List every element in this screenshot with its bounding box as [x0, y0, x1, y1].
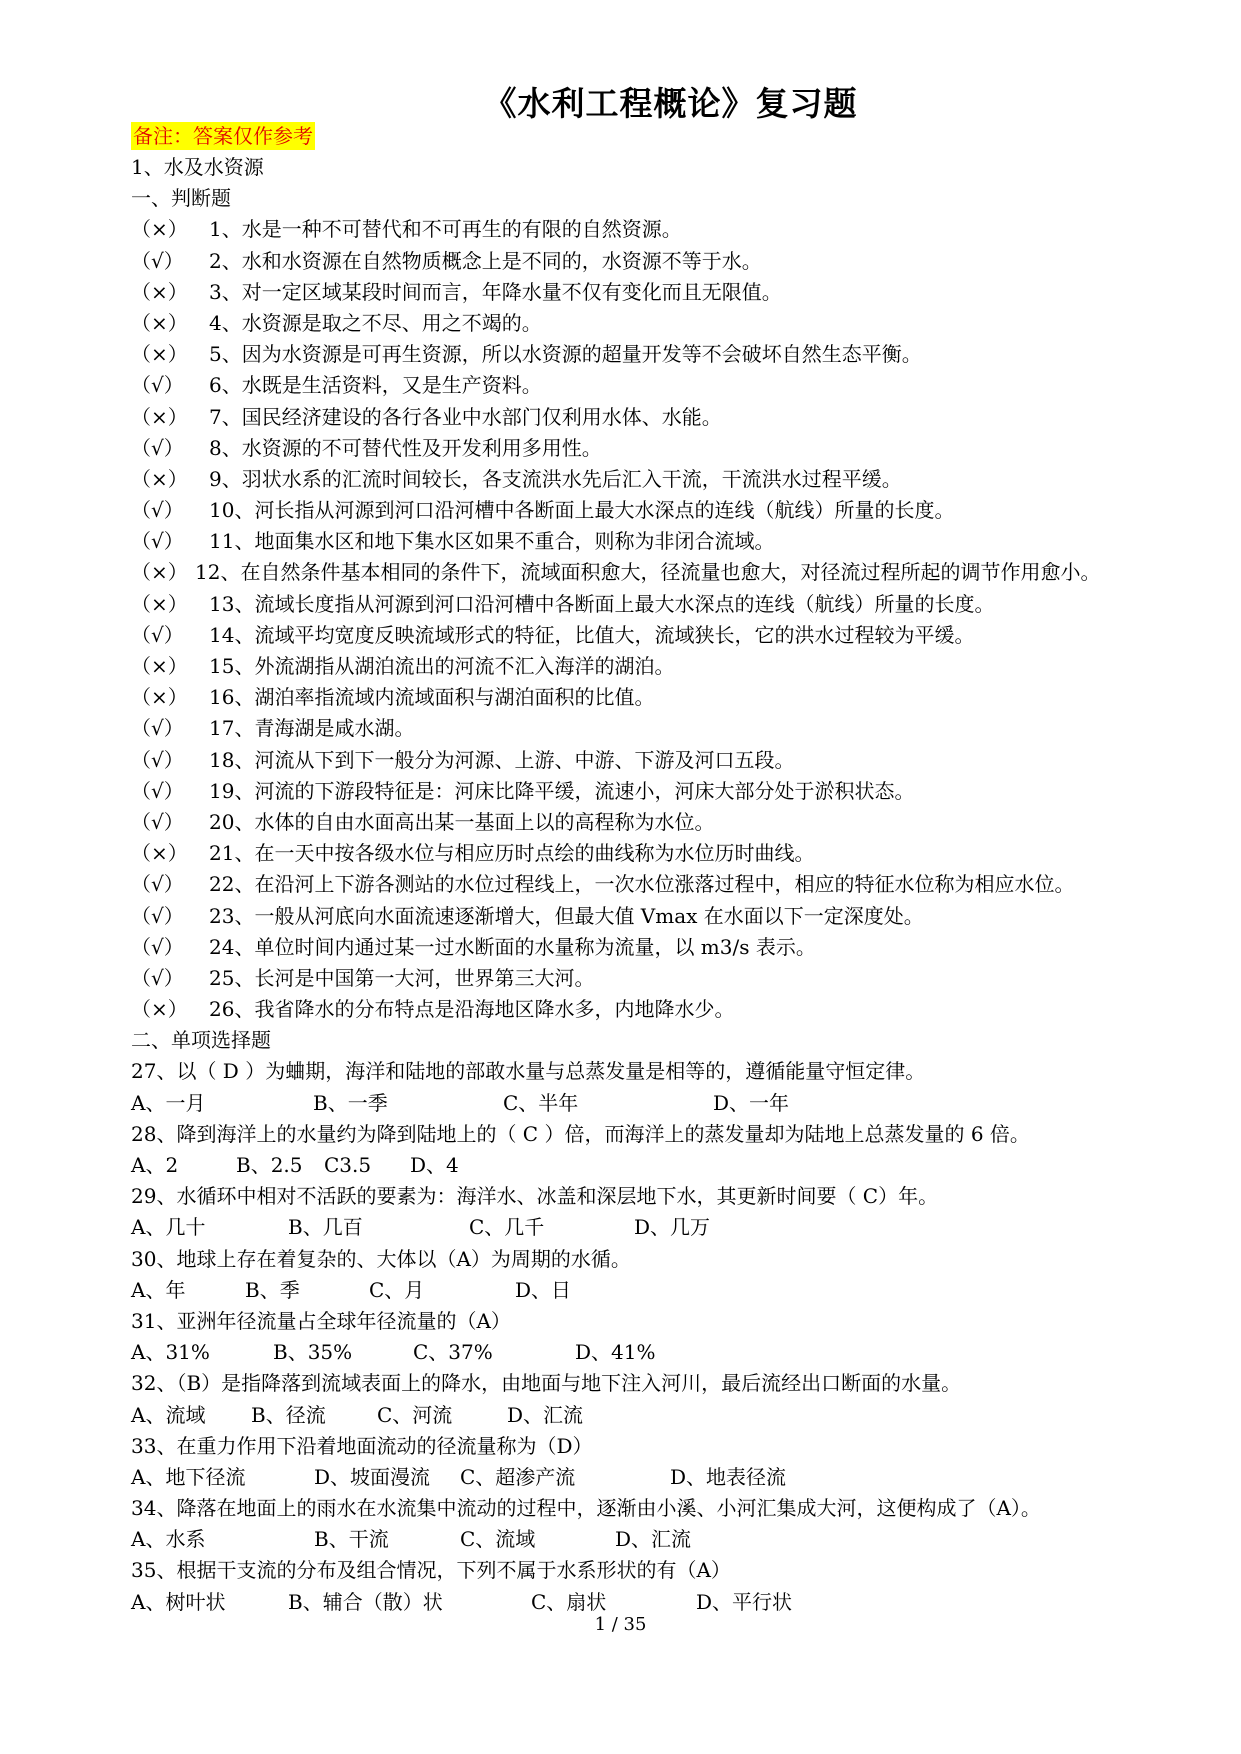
option: B、径流 [251, 1402, 326, 1427]
option: A、水系 [131, 1527, 206, 1552]
question-stem: 34、降落在地面上的雨水在水流集中流动的过程中，逐渐由小溪、小河汇集成大河，这便构成了（A）。 [131, 1496, 1041, 1521]
answer-mark: （×） [131, 841, 188, 866]
answer-mark: （√） [131, 903, 184, 928]
option: B、季 [245, 1277, 300, 1302]
option-row [131, 1150, 1211, 1181]
judgment-text: 9、羽状水系的汇流时间较长，各支流洪水先后汇入干流，干流洪水过程平缓。 [209, 466, 902, 491]
judgment-text: 17、青海湖是咸水湖。 [209, 716, 415, 741]
option: D、汇流 [507, 1402, 584, 1427]
judgment-item [131, 277, 1211, 308]
question-stem: 27、以（ D ）为蛐期，海洋和陆地的部敢水量与总蒸发量是相等的，遵循能量守恒定律。 [131, 1059, 926, 1084]
option: D、4 [410, 1153, 459, 1177]
judgment-item [131, 776, 1211, 807]
judgment-text: 26、我省降水的分布特点是沿海地区降水多，内地降水少。 [209, 997, 735, 1022]
option: D、41% [575, 1340, 656, 1365]
judgment-text: 25、长河是中国第一大河，世界第三大河。 [209, 965, 595, 990]
option: C、扇状 [531, 1589, 607, 1614]
question-stem: 30、地球上存在着复杂的、大体以（A）为周期的水循。 [131, 1246, 631, 1271]
option: C、河流 [377, 1402, 453, 1427]
option: D、平行状 [696, 1589, 793, 1614]
option: C、半年 [503, 1090, 579, 1115]
section-heading: 1、水及水资源 [131, 155, 264, 179]
question-stem: 29、水循环中相对不活跃的要素为：海洋水、冰盖和深层地下水，其更新时间要（ C）年。 [131, 1184, 939, 1209]
judgment-text: 11、地面集水区和地下集水区如果不重合，则称为非闭合流域。 [209, 529, 775, 554]
answer-mark: （√） [131, 716, 184, 741]
judgment-item [131, 745, 1211, 776]
answer-mark: （√） [131, 872, 184, 897]
answer-mark: （×） [131, 560, 188, 585]
page-number: 1 / 35 [594, 1614, 647, 1635]
judgment-item [131, 246, 1211, 277]
option: A、树叶状 [131, 1589, 226, 1614]
option-row [131, 1462, 1211, 1493]
option: B、35% [273, 1340, 353, 1365]
answer-mark: （×） [131, 591, 188, 616]
judgment-item [131, 713, 1211, 744]
judgment-item [131, 589, 1211, 620]
judgment-text: 15、外流湖指从湖泊流出的河流不汇入海洋的湖泊。 [209, 654, 675, 678]
judgment-text: 8、水资源的不可替代性及开发利用多用性。 [209, 435, 602, 460]
option-row [131, 1524, 1211, 1555]
option: C、几千 [469, 1215, 545, 1240]
judgment-text: 10、河长指从河源到河口沿河槽中各断面上最大水深点的连线（航线）所量的长度。 [209, 498, 955, 523]
question-stem: 28、降到海洋上的水量约为降到陆地上的（ C ）倍，而海洋上的蒸发量却为陆地上总蒸发量的 6 倍。 [131, 1121, 1030, 1146]
judgment-item [131, 994, 1211, 1025]
judgment-text: 20、水体的自由水面高出某一基面上以的高程称为水位。 [209, 809, 715, 834]
option: C、超渗产流 [460, 1464, 576, 1489]
answer-mark: （√） [131, 373, 184, 398]
choice-question-list [131, 1056, 1211, 1617]
judgment-item [131, 932, 1211, 963]
option: B、2.5 [236, 1153, 303, 1177]
option: A、2 [131, 1153, 179, 1177]
option: A、31% [131, 1340, 210, 1365]
judgment-text: 2、水和水资源在自然物质概念上是不同的，水资源不等于水。 [209, 248, 762, 273]
answer-mark: （×） [131, 685, 188, 710]
option: D、几万 [634, 1215, 711, 1240]
judgment-text: 12、在自然条件基本相同的条件下，流域面积愈大，径流量也愈大，对径流过程所起的调节作用愈小。 [195, 560, 1101, 585]
judgment-item [131, 963, 1211, 994]
document-title: 《水利工程概论》复习题 [483, 84, 858, 123]
judgment-item [131, 526, 1211, 557]
option: A、地下径流 [131, 1464, 246, 1489]
judgment-text: 19、河流的下游段特征是：河床比降平缓，流速小，河床大部分处于淤积状态。 [209, 778, 915, 803]
option-row [131, 1337, 1211, 1368]
option: D、日 [515, 1277, 572, 1302]
option-row [131, 1275, 1211, 1306]
judgment-text: 24、单位时间内通过某一过水断面的水量称为流量，以 m3/s 表示。 [209, 934, 816, 959]
judgment-item [131, 807, 1211, 838]
judgment-item [131, 557, 1211, 588]
judgment-text: 21、在一天中按各级水位与相应历时点绘的曲线称为水位历时曲线。 [209, 841, 815, 866]
option: C3.5 [324, 1153, 372, 1177]
option: A、年 [131, 1277, 186, 1302]
judgment-list [131, 214, 1211, 1025]
answer-mark: （×） [131, 342, 188, 367]
question-stem: 31、亚洲年径流量占全球年径流量的（A） [131, 1308, 511, 1333]
judgment-text: 7、国民经济建设的各行各业中水部门仅利用水体、水能。 [209, 404, 722, 429]
answer-mark: （×） [131, 466, 188, 491]
answer-mark: （×） [131, 217, 188, 242]
option: A、一月 [131, 1090, 206, 1115]
judgment-item [131, 433, 1211, 464]
answer-mark: （√） [131, 498, 184, 523]
judgment-text: 3、对一定区域某段时间而言，年降水量不仅有变化而且无限值。 [209, 279, 782, 304]
answer-note-highlight: 备注：答案仅作参考 [133, 124, 313, 148]
option-row [131, 1088, 1211, 1119]
question-stem: 33、在重力作用下沿着地面流动的径流量称为（D） [131, 1433, 593, 1458]
answer-mark: （√） [131, 965, 184, 990]
judgment-text: 16、湖泊率指流域内流域面积与湖泊面积的比值。 [209, 685, 655, 710]
option: B、几百 [288, 1215, 363, 1240]
option: B、一季 [313, 1090, 388, 1115]
option: D、坡面漫流 [314, 1464, 431, 1489]
judgment-item [131, 620, 1211, 651]
judgment-item [131, 651, 1211, 682]
judgment-item [131, 370, 1211, 401]
answer-mark: （√） [131, 934, 184, 959]
judgment-item [131, 838, 1211, 869]
judgment-text: 6、水既是生活资料，又是生产资料。 [209, 373, 542, 398]
option: C、月 [369, 1277, 425, 1302]
judgment-text: 22、在沿河上下游各测站的水位过程线上，一次水位涨落过程中，相应的特征水位称为相应水位。 [209, 872, 1075, 897]
judgment-text: 4、水资源是取之不尽、用之不竭的。 [209, 310, 542, 335]
question-stem: 32、（B）是指降落到流域表面上的降水，由地面与地下注入河川，最后流经出口断面的水量。 [131, 1371, 962, 1396]
option: D、地表径流 [670, 1464, 787, 1489]
option: C、流域 [460, 1527, 536, 1552]
option-row [131, 1212, 1211, 1243]
judgment-text: 1、水是一种不可替代和不可再生的有限的自然资源。 [209, 217, 682, 242]
judgment-text: 13、流域长度指从河源到河口沿河槽中各断面上最大水深点的连线（航线）所量的长度。 [209, 591, 995, 616]
question-stem: 35、根据干支流的分布及组合情况，下列不属于水系形状的有（A） [131, 1558, 731, 1583]
judgment-item [131, 339, 1211, 370]
option: B、辅合（散）状 [288, 1589, 443, 1614]
answer-mark: （√） [131, 778, 184, 803]
option: D、一年 [713, 1090, 790, 1115]
part-heading-judgment: 一、判断题 [131, 186, 231, 211]
answer-mark: （×） [131, 310, 188, 335]
answer-mark: （√） [131, 747, 184, 772]
judgment-text: 14、流域平均宽度反映流域形式的特征，比值大，流域狭长，它的洪水过程较为平缓。 [209, 622, 975, 647]
option: A、流域 [131, 1402, 206, 1427]
judgment-item [131, 495, 1211, 526]
option: B、干流 [314, 1527, 389, 1552]
answer-mark: （×） [131, 279, 188, 304]
answer-mark: （×） [131, 404, 188, 429]
judgment-item [131, 214, 1211, 245]
answer-mark: （√） [131, 435, 184, 460]
answer-mark: （×） [131, 654, 188, 678]
part-heading-choice: 二、单项选择题 [131, 1028, 271, 1053]
judgment-text: 5、因为水资源是可再生资源，所以水资源的超量开发等不会破坏自然生态平衡。 [209, 342, 922, 367]
question-content [131, 152, 1211, 1618]
judgment-item [131, 464, 1211, 495]
judgment-item [131, 308, 1211, 339]
answer-mark: （√） [131, 622, 184, 647]
judgment-item [131, 901, 1211, 932]
answer-mark: （√） [131, 529, 184, 554]
judgment-text: 23、一般从河底向水面流速逐渐增大，但最大值 Vmax 在水面以下一定深度处。 [209, 903, 924, 928]
option-row [131, 1400, 1211, 1431]
judgment-item [131, 402, 1211, 433]
answer-mark: （√） [131, 809, 184, 834]
option: D、汇流 [615, 1527, 692, 1552]
option: A、几十 [131, 1215, 206, 1240]
option: C、37% [413, 1340, 493, 1365]
judgment-text: 18、河流从下到下一般分为河源、上游、中游、下游及河口五段。 [209, 747, 795, 772]
answer-mark: （×） [131, 997, 188, 1022]
answer-mark: （√） [131, 248, 184, 273]
judgment-item [131, 682, 1211, 713]
judgment-item [131, 869, 1211, 900]
